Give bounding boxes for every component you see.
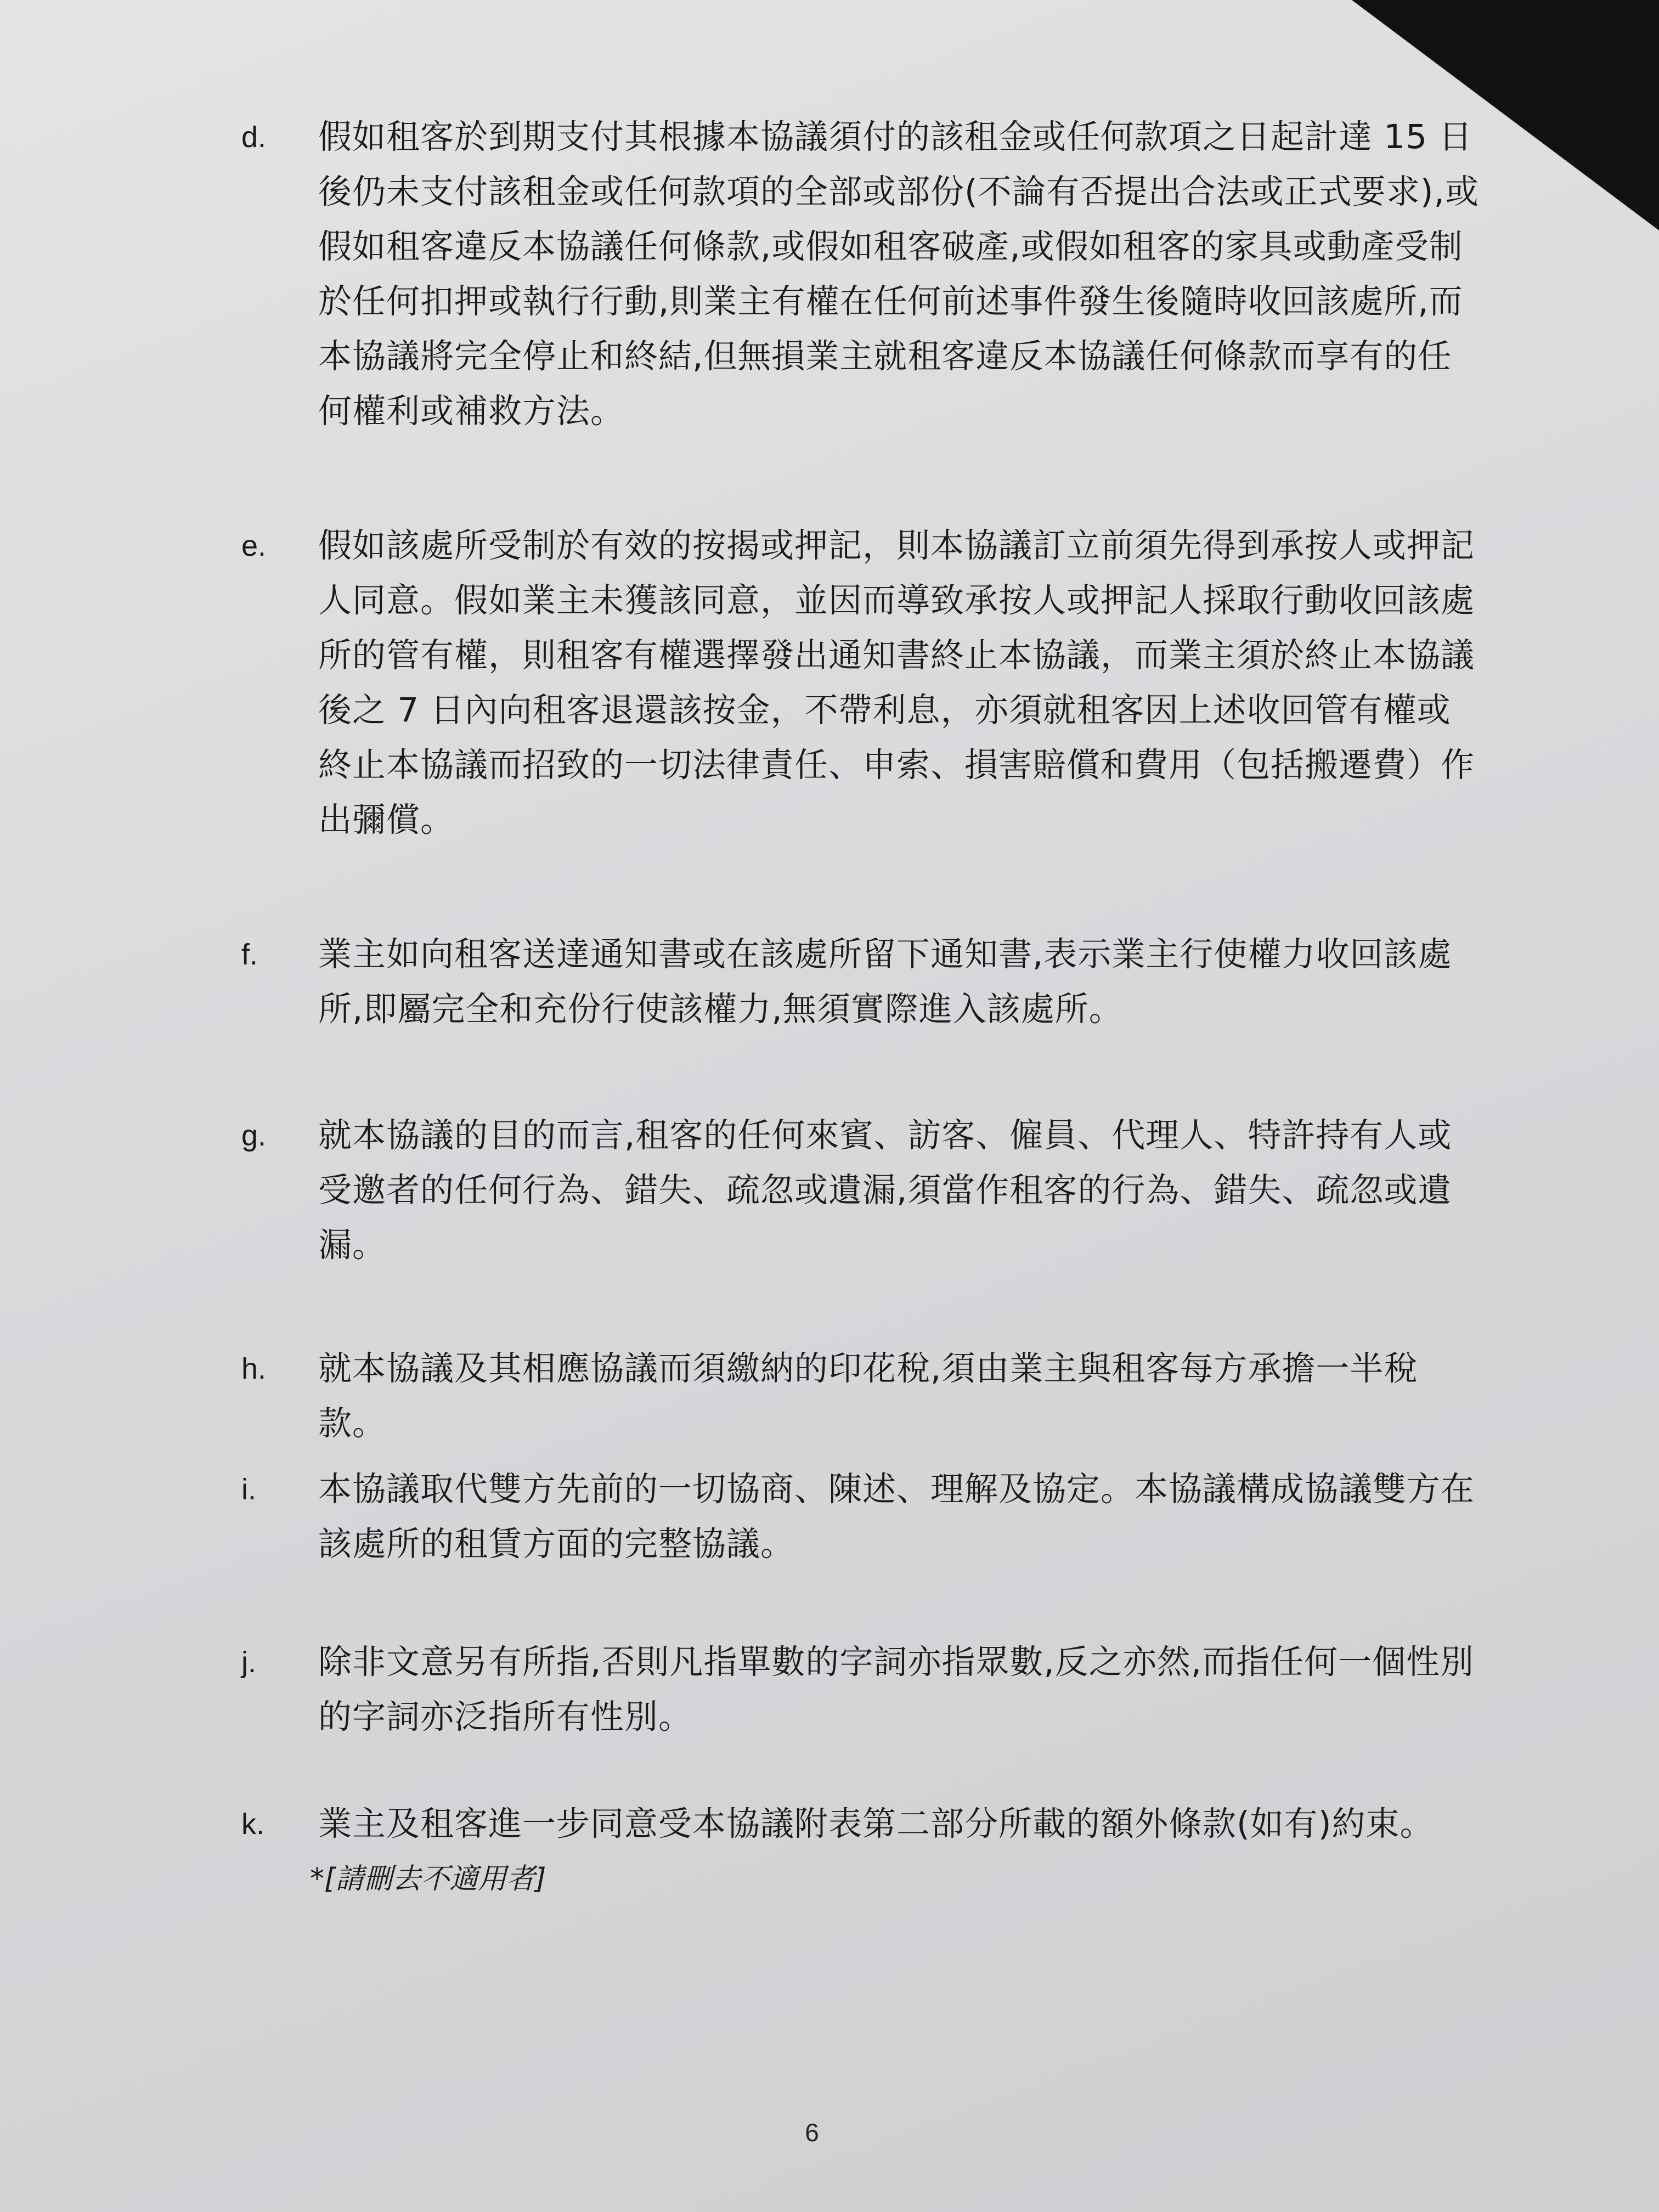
- clause-g: [241, 1108, 1481, 1273]
- clause-letter: k.: [241, 1808, 265, 1841]
- clause-text: 就本協議及其相應協議而須繳納的印花稅,須由業主與租客每方承擔一半稅款。: [318, 1349, 1418, 1443]
- clause-letter: f.: [241, 938, 258, 971]
- clause-letter: i.: [241, 1473, 256, 1506]
- clause-i: [241, 1462, 1481, 1572]
- footnote: *[請刪去不適用者]: [310, 1863, 546, 1895]
- clause-j: [241, 1635, 1481, 1745]
- clause-e: [241, 518, 1481, 848]
- clause-text: 業主及租客進一步同意受本協議附表第二部分所載的額外條款(如有)約束。: [318, 1804, 1434, 1843]
- clause-text: 本協議取代雙方先前的一切協商、陳述、理解及協定。本協議構成協議雙方在該處所的租賃方面的完整協議。: [318, 1470, 1475, 1564]
- clause-letter: g.: [241, 1119, 267, 1152]
- clause-text: 業主如向租客送達通知書或在該處所留下通知書,表示業主行使權力收回該處所,即屬完全和充份行使該權力,無須實際進入該處所。: [318, 935, 1452, 1029]
- clause-h: [241, 1341, 1481, 1451]
- clause-f: [241, 927, 1481, 1037]
- clause-letter: j.: [241, 1646, 256, 1679]
- clause-k: [241, 1797, 1481, 1852]
- clause-text: 假如該處所受制於有效的按揭或押記，則本協議訂立前須先得到承按人或押記人同意。假如業主未獲該同意，並因而導致承按人或押記人採取行動收回該處所的管有權，則租客有權選擇發出通知書終止本協議，而業主須於終止本協議後之 7 日內向租客退還該按金，不帶利息，亦須就租客因上述收回管有權或終止本協議而招致的一切法律責任、申索、損害賠償和費用（包括搬遷費）作出彌償。: [318, 526, 1475, 839]
- clause-letter: h.: [241, 1352, 267, 1385]
- clause-letter: d.: [241, 121, 267, 154]
- clause-text: 除非文意另有所指,否則凡指單數的字詞亦指眾數,反之亦然,而指任何一個性別的字詞亦泛指所有性別。: [318, 1643, 1475, 1736]
- clause-text: 假如租客於到期支付其根據本協議須付的該租金或任何款項之日起計達 15 日後仍未支付該租金或任何款項的全部或部份(不論有否提出合法或正式要求),或假如租客違反本協議任何條款,或假如租客破產,或假如租客的家具或動產受制於任何扣押或執行行動,則業主有權在任何前述事件發生後隨時收回該處所,而本協議將完全停止和終結,但無損業主就租客違反本協議任何條款而享有的任何權利或補救方法。: [318, 117, 1479, 431]
- clause-d: [241, 110, 1481, 439]
- page-number: 6: [805, 2118, 819, 2147]
- clause-text: 就本協議的目的而言,租客的任何來賓、訪客、僱員、代理人、特許持有人或受邀者的任何行為、錯失、疏忽或遺漏,須當作租客的行為、錯失、疏忽或遺漏。: [318, 1116, 1452, 1265]
- clause-letter: e.: [241, 529, 267, 562]
